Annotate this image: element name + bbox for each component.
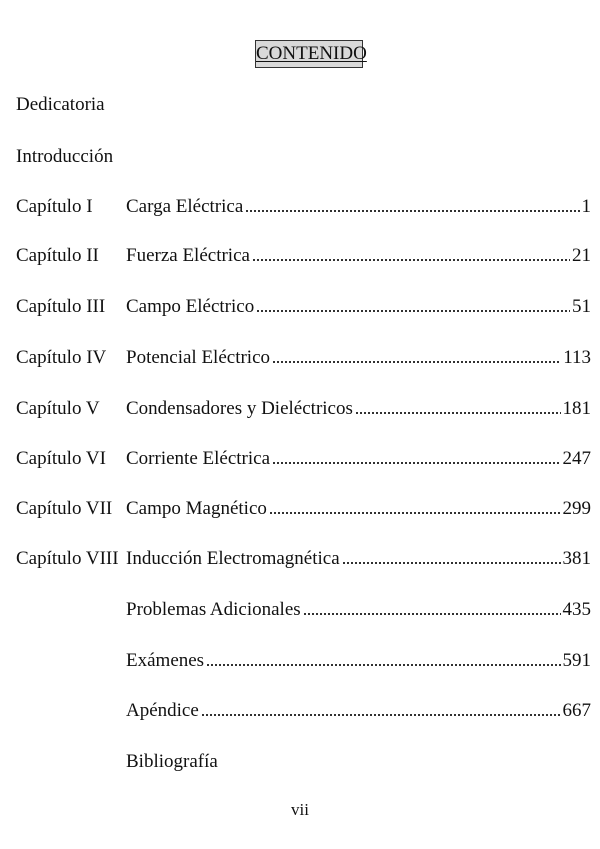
toc-row-capitulo-1 [16, 196, 591, 220]
toc-entry [126, 245, 591, 267]
chapter-label: Capítulo VII [16, 498, 113, 519]
toc-row-capitulo-2 [16, 245, 591, 269]
page-number: 1 [581, 196, 591, 217]
dot-leader [201, 713, 561, 717]
page-number: 591 [562, 650, 591, 671]
entry-title: Exámenes [126, 650, 205, 671]
dot-leader [269, 511, 561, 515]
entry-title: Potencial Eléctrico [126, 347, 271, 368]
page-number: 667 [562, 700, 591, 721]
toc-row-problemas-adicionales [16, 599, 591, 623]
page-number: 181 [562, 398, 591, 419]
front-matter-introduccion: Introducción [16, 146, 114, 167]
page-number: 435 [562, 599, 591, 620]
toc-entry [126, 548, 591, 570]
front-matter-dedicatoria: Dedicatoria [16, 94, 105, 115]
toc-entry [126, 296, 591, 318]
toc-row-capitulo-7 [16, 498, 591, 522]
toc-row-capitulo-8 [16, 548, 591, 572]
page-number: 21 [572, 245, 591, 266]
dot-leader [245, 209, 579, 213]
dot-leader [355, 411, 561, 415]
toc-entry [126, 751, 591, 773]
page-number: 51 [572, 296, 591, 317]
toc-entry [126, 347, 591, 369]
chapter-label: Capítulo VI [16, 448, 106, 469]
chapter-label: Capítulo II [16, 245, 99, 266]
entry-title: Fuerza Eléctrica [126, 245, 250, 266]
entry-title: Problemas Adicionales [126, 599, 301, 620]
toc-row-examenes [16, 650, 591, 674]
page-folio: vii [291, 800, 309, 819]
chapter-label: Capítulo V [16, 398, 100, 419]
chapter-label: Capítulo IV [16, 347, 107, 368]
chapter-label: Capítulo III [16, 296, 106, 317]
entry-title: Campo Eléctrico [126, 296, 255, 317]
entry-title: Bibliografía [126, 751, 218, 772]
dot-leader [256, 309, 570, 313]
toc-row-capitulo-4 [16, 347, 591, 371]
toc-entry [126, 700, 591, 722]
toc-row-capitulo-3 [16, 296, 591, 320]
page-number: 299 [562, 498, 591, 519]
toc-entry [126, 498, 591, 520]
page-number: 247 [562, 448, 591, 469]
dot-leader [342, 561, 561, 565]
toc-entry [126, 448, 591, 470]
entry-title: Campo Magnético [126, 498, 267, 519]
chapter-label: Capítulo I [16, 196, 93, 217]
toc-row-capitulo-5 [16, 398, 591, 422]
entry-title: Condensadores y Dieléctricos [126, 398, 353, 419]
entry-title: Carga Eléctrica [126, 196, 244, 217]
dot-leader [272, 461, 560, 465]
dot-leader [272, 360, 561, 364]
page-title: CONTENIDO [255, 40, 363, 68]
page-number: 381 [562, 548, 591, 569]
page-number: 113 [563, 347, 591, 368]
toc-entry [126, 650, 591, 672]
toc-row-bibliografia [16, 751, 591, 775]
toc-entry [126, 196, 591, 218]
entry-title: Corriente Eléctrica [126, 448, 271, 469]
toc-row-capitulo-6 [16, 448, 591, 472]
chapter-label: Capítulo VIII [16, 548, 119, 569]
toc-entry [126, 599, 591, 621]
dot-leader [303, 612, 561, 616]
toc-row-apendice [16, 700, 591, 724]
entry-title: Inducción Electromagnética [126, 548, 340, 569]
dot-leader [206, 663, 560, 667]
entry-title: Apéndice [126, 700, 199, 721]
toc-entry [126, 398, 591, 420]
dot-leader [252, 258, 570, 262]
